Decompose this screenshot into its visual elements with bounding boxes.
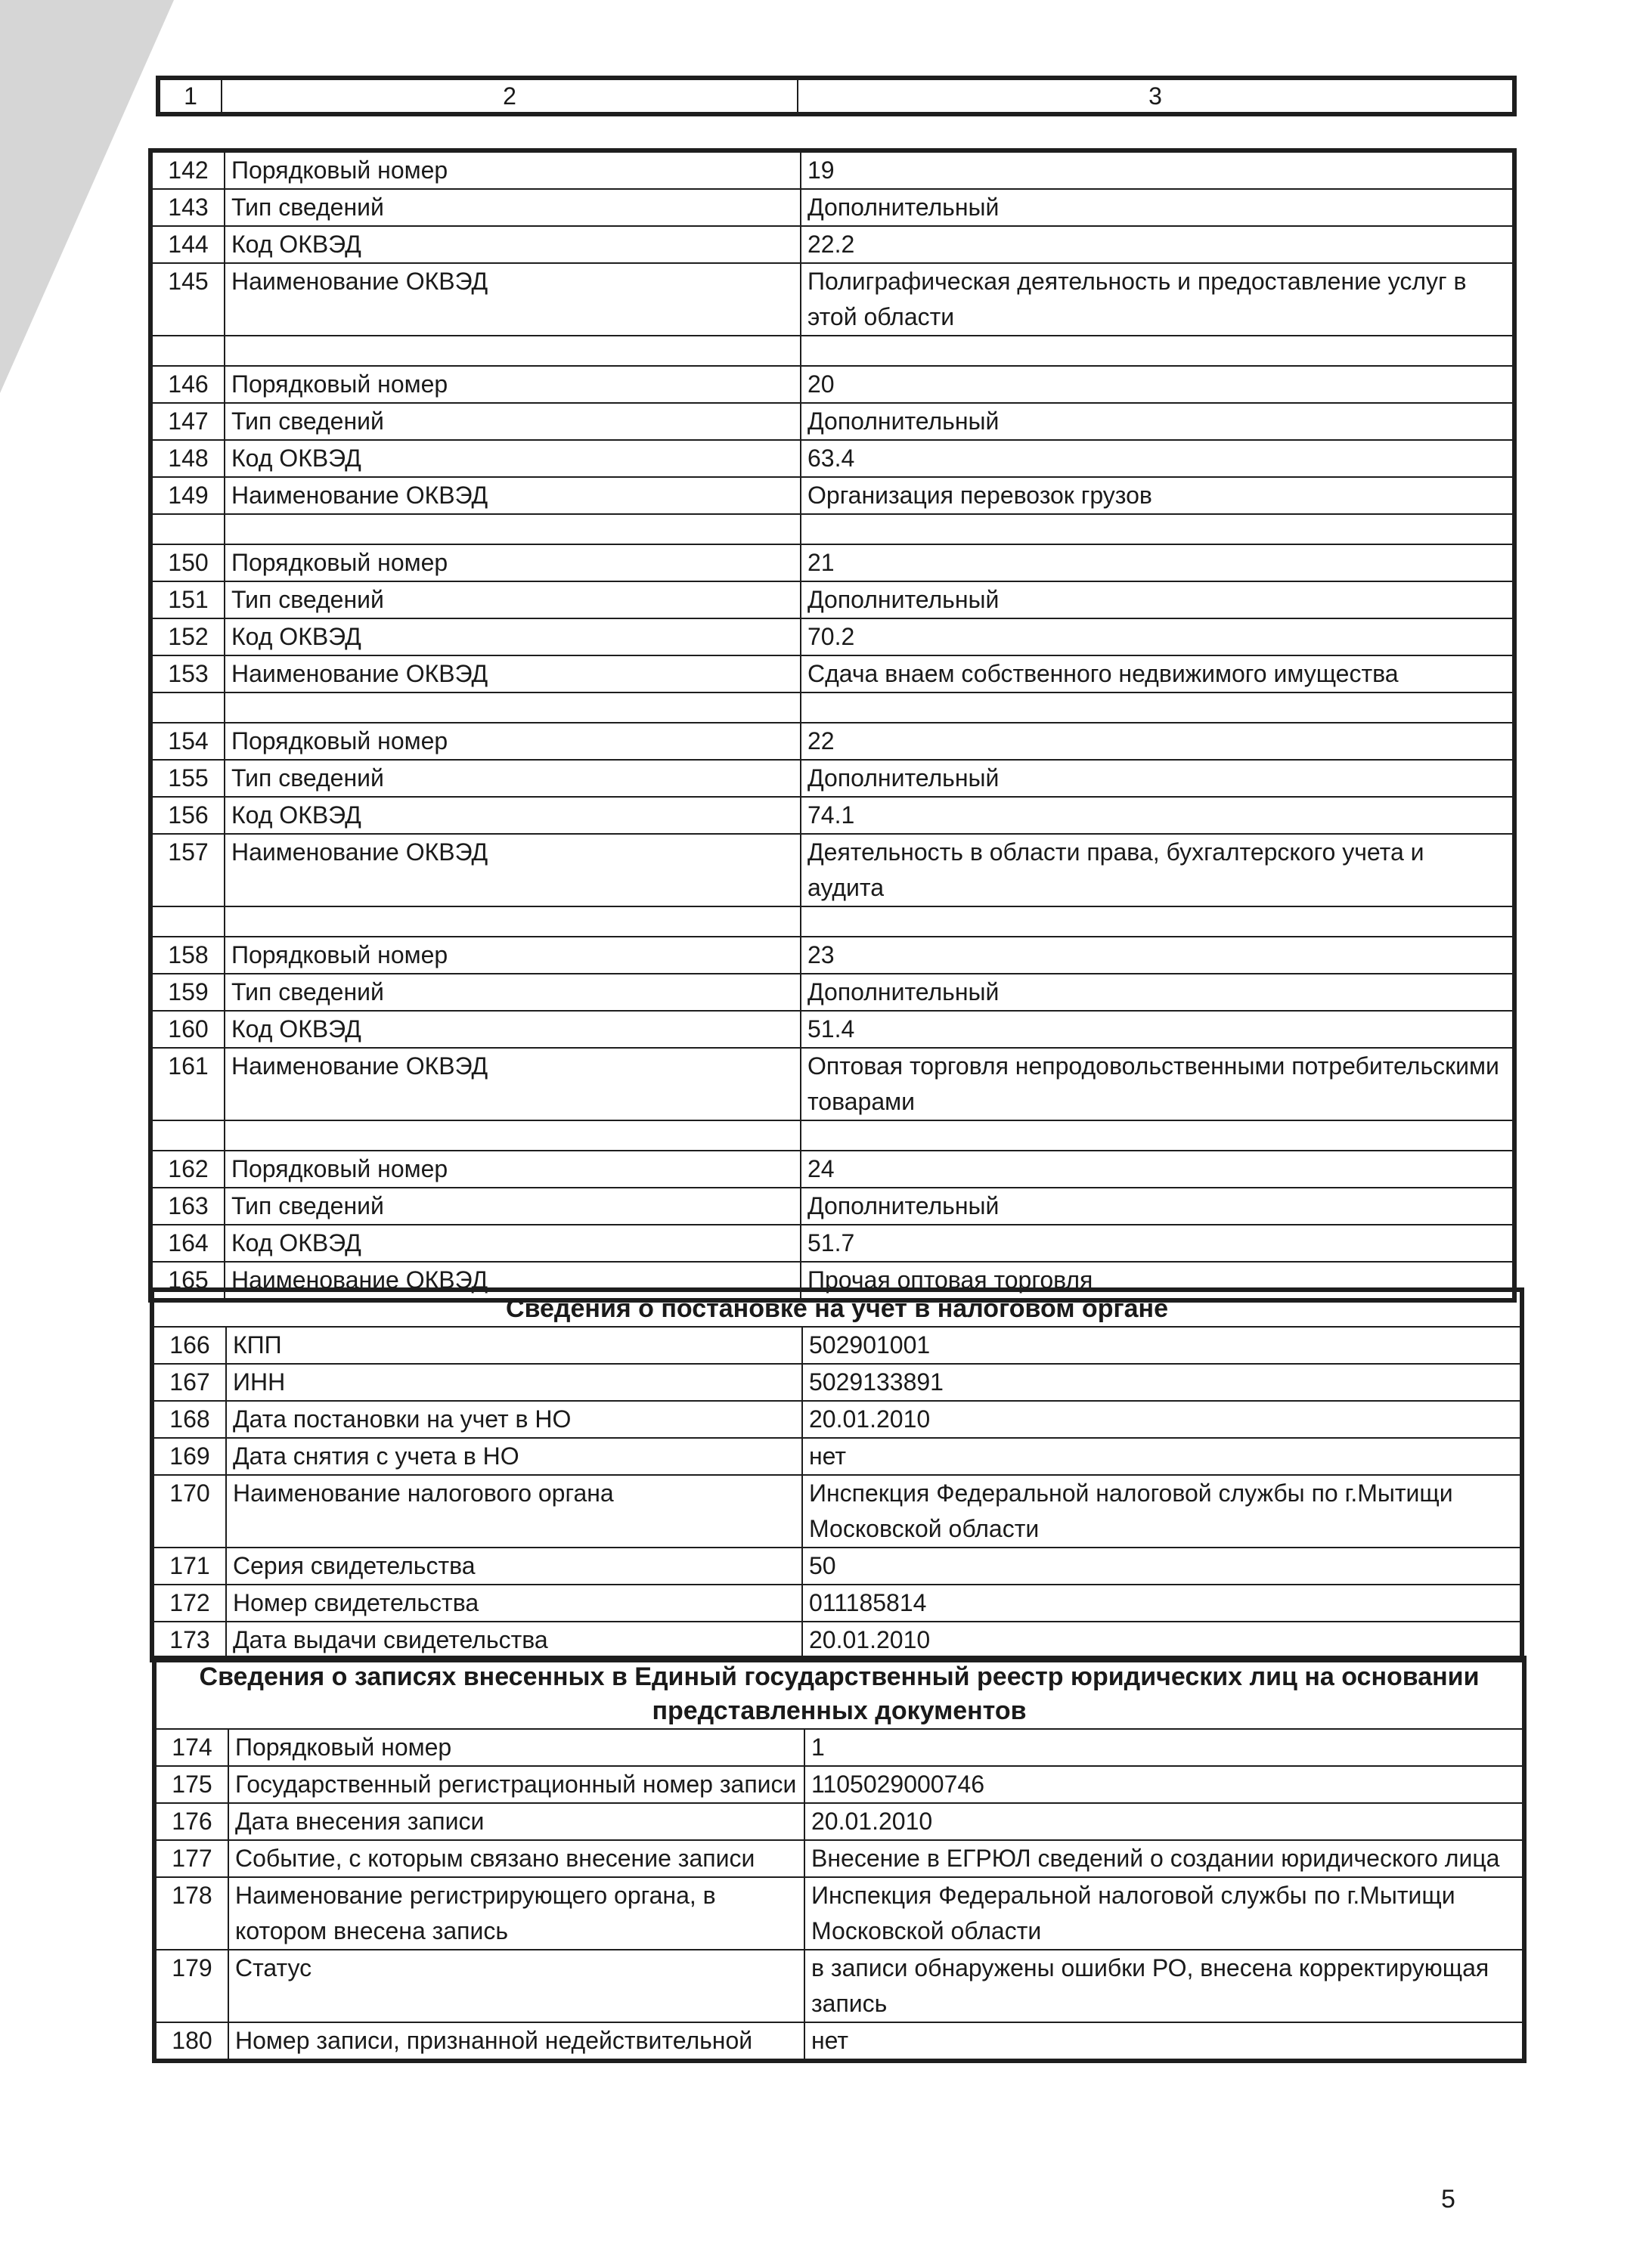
table-row	[156, 2022, 1523, 2059]
row-value: 20.01.2010	[804, 1803, 1523, 1840]
row-value: Дополнительный	[801, 189, 1513, 226]
spacer-row	[152, 514, 1513, 544]
row-value: нет	[802, 1438, 1520, 1475]
table-row	[152, 263, 1513, 336]
row-number: 162	[152, 1151, 225, 1188]
row-number: 176	[156, 1803, 228, 1840]
table-row	[152, 1188, 1513, 1225]
row-label: Тип сведений	[225, 760, 801, 797]
row-label: Порядковый номер	[225, 544, 801, 581]
table-row	[152, 544, 1513, 581]
table-row	[153, 1622, 1520, 1659]
row-label: Код ОКВЭД	[225, 440, 801, 477]
row-label: Дата внесения записи	[228, 1803, 804, 1840]
torn-corner	[0, 0, 174, 393]
row-value: Дополнительный	[801, 581, 1513, 618]
column-header-row	[160, 79, 1513, 113]
row-number: 153	[152, 655, 225, 692]
row-value: 20.01.2010	[802, 1622, 1520, 1659]
table-row	[156, 1877, 1523, 1950]
egrul-section-title: Сведения о записях внесенных в Единый государственный реестр юридических лиц на основании представленных документов	[156, 1659, 1523, 1729]
table-row	[156, 1766, 1523, 1803]
row-number: 163	[152, 1188, 225, 1225]
row-label: Наименование ОКВЭД	[225, 834, 801, 906]
table-row	[153, 1548, 1520, 1585]
row-value: 20.01.2010	[802, 1401, 1520, 1438]
row-value: Дополнительный	[801, 974, 1513, 1011]
row-value: 1105029000746	[804, 1766, 1523, 1803]
row-label: Статус	[228, 1950, 804, 2022]
tax-section-title: Сведения о постановке на учет в налоговом органе	[153, 1291, 1520, 1327]
empty-cell	[801, 514, 1513, 544]
row-label: Тип сведений	[225, 581, 801, 618]
row-label: Государственный регистрационный номер записи	[228, 1766, 804, 1803]
row-number: 159	[152, 974, 225, 1011]
row-number: 171	[153, 1548, 226, 1585]
row-number: 164	[152, 1225, 225, 1262]
okved-table-body	[152, 152, 1513, 1299]
table-row	[152, 477, 1513, 514]
row-number: 165	[152, 1262, 225, 1299]
row-value: Сдача внаем собственного недвижимого имущества	[801, 655, 1513, 692]
row-label: Дата снятия с учета в НО	[226, 1438, 802, 1475]
row-number: 166	[153, 1327, 226, 1364]
row-number: 151	[152, 581, 225, 618]
row-number: 148	[152, 440, 225, 477]
empty-cell	[801, 906, 1513, 937]
table-row	[152, 226, 1513, 263]
row-number: 155	[152, 760, 225, 797]
row-value: Дополнительный	[801, 403, 1513, 440]
empty-cell	[152, 336, 225, 366]
row-label: Наименование ОКВЭД	[225, 655, 801, 692]
row-number: 180	[156, 2022, 228, 2059]
row-label: Наименование ОКВЭД	[225, 477, 801, 514]
table-row	[152, 797, 1513, 834]
row-value: 23	[801, 937, 1513, 974]
row-number: 156	[152, 797, 225, 834]
row-label: Порядковый номер	[225, 937, 801, 974]
row-value: Полиграфическая деятельность и предоставление услуг в этой области	[801, 263, 1513, 336]
table-row	[153, 1364, 1520, 1401]
row-value: Инспекция Федеральной налоговой службы по г.Мытищи Московской области	[804, 1877, 1523, 1950]
table-row	[152, 440, 1513, 477]
row-value: 1	[804, 1729, 1523, 1766]
row-number: 154	[152, 723, 225, 760]
table-row	[152, 723, 1513, 760]
row-value: 011185814	[802, 1585, 1520, 1622]
row-label: Порядковый номер	[225, 1151, 801, 1188]
row-label: Код ОКВЭД	[225, 797, 801, 834]
table-row	[152, 1048, 1513, 1120]
row-value: Организация перевозок грузов	[801, 477, 1513, 514]
row-label: Тип сведений	[225, 974, 801, 1011]
table-row	[152, 581, 1513, 618]
empty-cell	[225, 692, 801, 723]
row-value: 19	[801, 152, 1513, 189]
row-value: 63.4	[801, 440, 1513, 477]
row-value: Оптовая торговля непродовольственными потребительскими товарами	[801, 1048, 1513, 1120]
spacer-row	[152, 1120, 1513, 1151]
egrul-records-table	[155, 1659, 1523, 2060]
table-row	[152, 366, 1513, 403]
row-label: Код ОКВЭД	[225, 226, 801, 263]
row-label: Порядковый номер	[225, 366, 801, 403]
empty-cell	[801, 336, 1513, 366]
row-label: Тип сведений	[225, 1188, 801, 1225]
empty-cell	[225, 1120, 801, 1151]
row-number: 146	[152, 366, 225, 403]
row-number: 179	[156, 1950, 228, 2022]
row-value: 74.1	[801, 797, 1513, 834]
row-label: Порядковый номер	[225, 723, 801, 760]
row-label: Номер записи, признанной недействительной	[228, 2022, 804, 2059]
row-label: Наименование ОКВЭД	[225, 1262, 801, 1299]
row-value: нет	[804, 2022, 1523, 2059]
row-value: 21	[801, 544, 1513, 581]
table-row	[156, 1729, 1523, 1766]
table-row	[156, 1950, 1523, 2022]
empty-cell	[225, 514, 801, 544]
table-row	[153, 1585, 1520, 1622]
row-value: 20	[801, 366, 1513, 403]
row-label: Наименование ОКВЭД	[225, 263, 801, 336]
row-number: 144	[152, 226, 225, 263]
spacer-row	[152, 692, 1513, 723]
row-label: Наименование налогового органа	[226, 1475, 802, 1548]
row-number: 178	[156, 1877, 228, 1950]
tax-table-body	[153, 1327, 1520, 1659]
row-value: 5029133891	[802, 1364, 1520, 1401]
column-header: 3	[798, 79, 1513, 113]
table-row	[152, 618, 1513, 655]
page-number: 5	[1441, 2185, 1455, 2214]
empty-cell	[225, 906, 801, 937]
row-value: 22	[801, 723, 1513, 760]
table-row	[152, 152, 1513, 189]
row-number: 147	[152, 403, 225, 440]
row-number: 167	[153, 1364, 226, 1401]
row-label: Порядковый номер	[228, 1729, 804, 1766]
table-row	[153, 1438, 1520, 1475]
empty-cell	[152, 692, 225, 723]
empty-cell	[801, 1120, 1513, 1151]
row-value: Внесение в ЕГРЮЛ сведений о создании юридического лица	[804, 1840, 1523, 1877]
row-value: 51.4	[801, 1011, 1513, 1048]
row-label: Код ОКВЭД	[225, 1011, 801, 1048]
row-label: Порядковый номер	[225, 152, 801, 189]
table-row	[156, 1840, 1523, 1877]
empty-cell	[801, 692, 1513, 723]
okved-table	[151, 151, 1514, 1300]
table-row	[156, 1803, 1523, 1840]
row-value: Инспекция Федеральной налоговой службы по г.Мытищи Московской области	[802, 1475, 1520, 1548]
row-number: 149	[152, 477, 225, 514]
row-number: 158	[152, 937, 225, 974]
table-row	[152, 655, 1513, 692]
spacer-row	[152, 336, 1513, 366]
row-label: Наименование регистрирующего органа, в котором внесена запись	[228, 1877, 804, 1950]
empty-cell	[225, 336, 801, 366]
row-label: Дата выдачи свидетельства	[226, 1622, 802, 1659]
row-label: Номер свидетельства	[226, 1585, 802, 1622]
row-value: Деятельность в области права, бухгалтерского учета и аудита	[801, 834, 1513, 906]
row-value: 22.2	[801, 226, 1513, 263]
table-row	[153, 1327, 1520, 1364]
table-row	[152, 1225, 1513, 1262]
table-row	[152, 1151, 1513, 1188]
row-label: Тип сведений	[225, 189, 801, 226]
table-row	[152, 974, 1513, 1011]
row-number: 170	[153, 1475, 226, 1548]
row-value: 502901001	[802, 1327, 1520, 1364]
row-label: Код ОКВЭД	[225, 618, 801, 655]
row-value: 24	[801, 1151, 1513, 1188]
column-header-table	[159, 79, 1514, 113]
column-header: 2	[222, 79, 798, 113]
row-number: 168	[153, 1401, 226, 1438]
row-label: Код ОКВЭД	[225, 1225, 801, 1262]
row-label: ИНН	[226, 1364, 802, 1401]
row-value: в записи обнаружены ошибки РО, внесена корректирующая запись	[804, 1950, 1523, 2022]
tax-registration-table	[153, 1290, 1521, 1659]
table-row	[153, 1475, 1520, 1548]
row-number: 143	[152, 189, 225, 226]
row-number: 174	[156, 1729, 228, 1766]
row-number: 161	[152, 1048, 225, 1120]
table-row	[152, 189, 1513, 226]
row-number: 172	[153, 1585, 226, 1622]
row-number: 169	[153, 1438, 226, 1475]
empty-cell	[152, 906, 225, 937]
spacer-row	[152, 906, 1513, 937]
row-label: Наименование ОКВЭД	[225, 1048, 801, 1120]
row-value: Дополнительный	[801, 760, 1513, 797]
row-number: 150	[152, 544, 225, 581]
row-label: Дата постановки на учет в НО	[226, 1401, 802, 1438]
row-value: 51.7	[801, 1225, 1513, 1262]
row-number: 145	[152, 263, 225, 336]
table-row	[153, 1401, 1520, 1438]
empty-cell	[152, 1120, 225, 1151]
table-row	[152, 760, 1513, 797]
table-row	[152, 1011, 1513, 1048]
row-value: Прочая оптовая торговля	[801, 1262, 1513, 1299]
row-number: 142	[152, 152, 225, 189]
row-label: Серия свидетельства	[226, 1548, 802, 1585]
row-value: Дополнительный	[801, 1188, 1513, 1225]
row-number: 160	[152, 1011, 225, 1048]
row-number: 173	[153, 1622, 226, 1659]
row-number: 175	[156, 1766, 228, 1803]
column-header: 1	[160, 79, 222, 113]
row-value: 70.2	[801, 618, 1513, 655]
table-row	[152, 834, 1513, 906]
row-number: 177	[156, 1840, 228, 1877]
empty-cell	[152, 514, 225, 544]
table-row	[152, 403, 1513, 440]
row-number: 157	[152, 834, 225, 906]
row-number: 152	[152, 618, 225, 655]
row-value: 50	[802, 1548, 1520, 1585]
table-row	[152, 937, 1513, 974]
row-label: Событие, с которым связано внесение записи	[228, 1840, 804, 1877]
egrul-table-body	[156, 1729, 1523, 2059]
row-label: Тип сведений	[225, 403, 801, 440]
row-label: КПП	[226, 1327, 802, 1364]
